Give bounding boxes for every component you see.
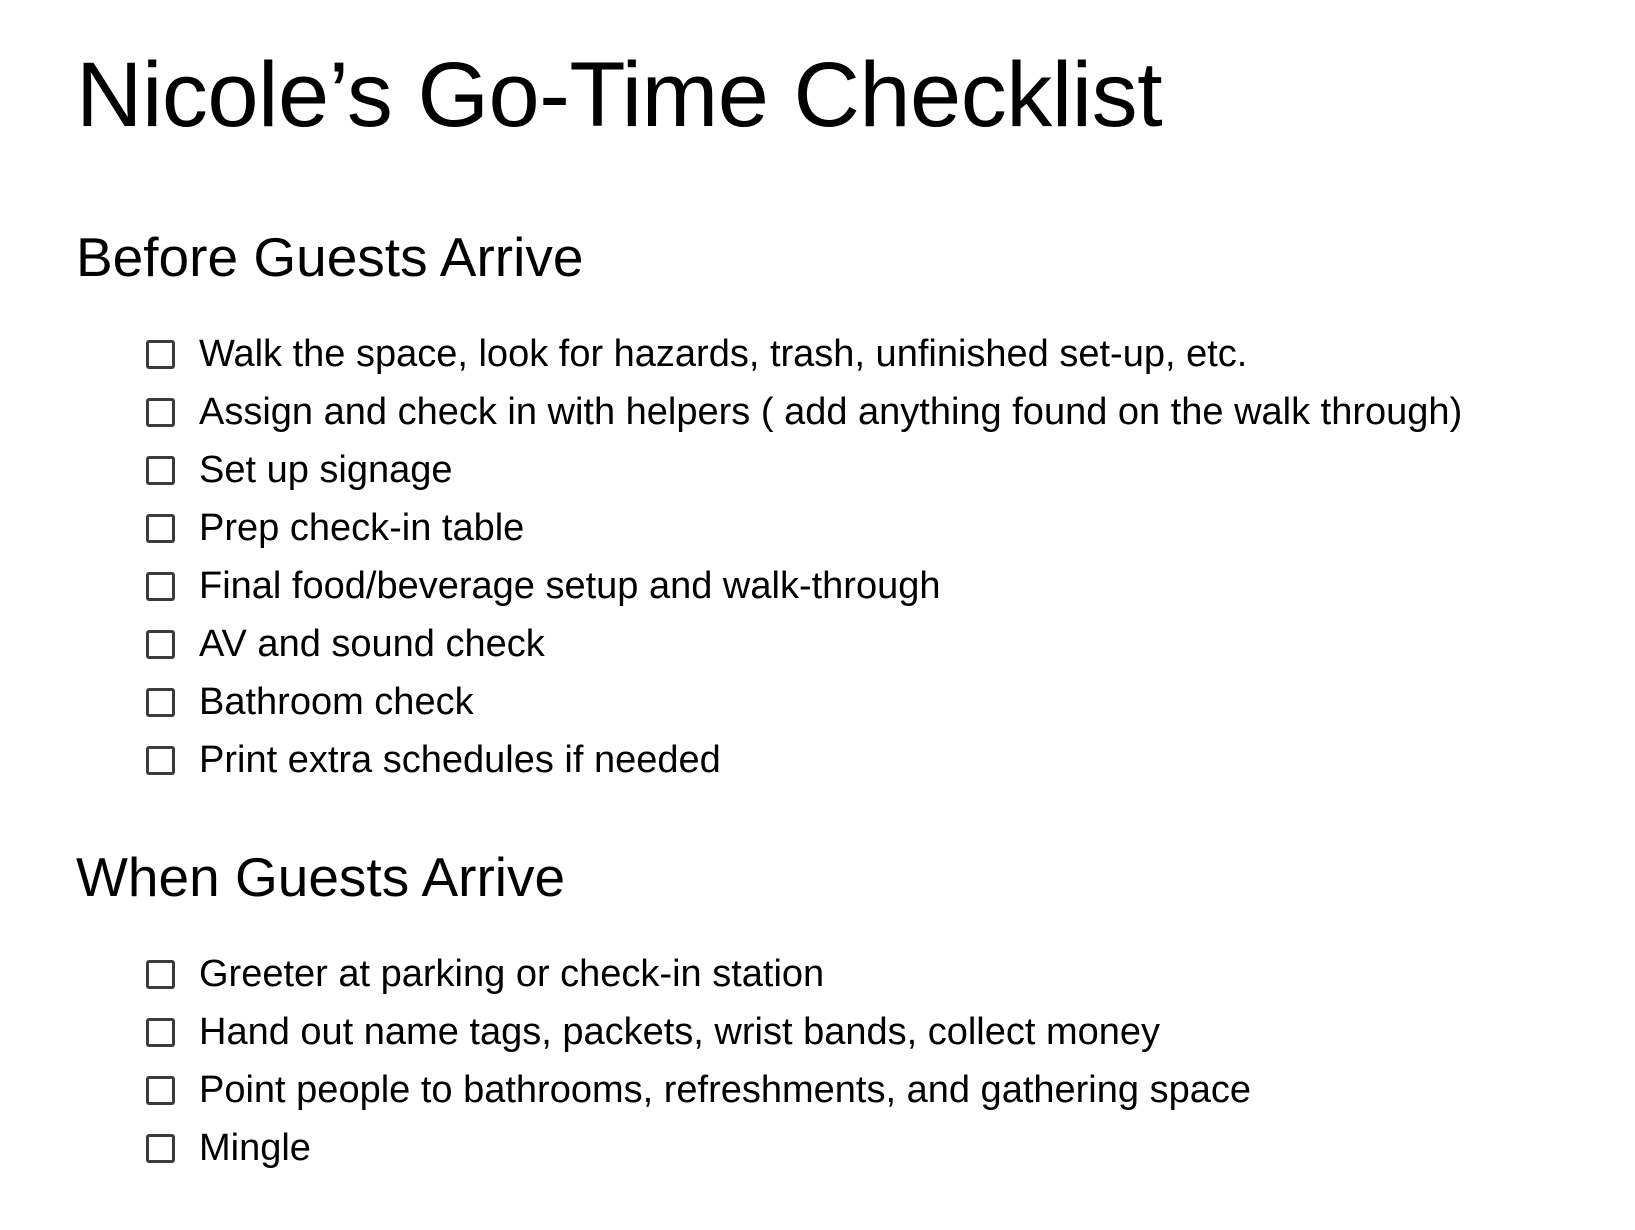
checklist-item[interactable]: [146, 1119, 1251, 1177]
checklist-item[interactable]: [146, 615, 1462, 673]
checkbox[interactable]: [146, 456, 175, 485]
checklist-item-label: Set up signage: [199, 449, 453, 491]
checklist-item[interactable]: [146, 441, 1462, 499]
checkbox[interactable]: [146, 688, 175, 717]
checklist-item-label: AV and sound check: [199, 623, 545, 665]
checkbox[interactable]: [146, 514, 175, 543]
checklist-item-label: Bathroom check: [199, 681, 474, 723]
checkbox[interactable]: [146, 572, 175, 601]
checkbox[interactable]: [146, 746, 175, 775]
checkbox[interactable]: [146, 340, 175, 369]
checkbox[interactable]: [146, 1018, 175, 1047]
checkbox[interactable]: [146, 960, 175, 989]
checklist-item-label: Mingle: [199, 1127, 311, 1169]
checklist-item-label: Point people to bathrooms, refreshments, and gathering space: [199, 1069, 1251, 1111]
checklist-item[interactable]: [146, 383, 1462, 441]
checklist-item[interactable]: [146, 1061, 1251, 1119]
checklist-item[interactable]: [146, 673, 1462, 731]
checklist-item-label: Print extra schedules if needed: [199, 739, 721, 781]
page-title: Nicole’s Go-Time Checklist: [76, 44, 1163, 146]
checkbox[interactable]: [146, 1134, 175, 1163]
checklist-item[interactable]: [146, 1003, 1251, 1061]
checklist-item-label: Final food/beverage setup and walk-through: [199, 565, 941, 607]
checklist-item-label: Prep check-in table: [199, 507, 525, 549]
checklist-item[interactable]: [146, 499, 1462, 557]
checklist-item[interactable]: [146, 557, 1462, 615]
checklist-before-guests-arrive: [146, 325, 1462, 789]
checklist-when-guests-arrive: [146, 945, 1251, 1177]
checklist-item[interactable]: [146, 325, 1462, 383]
checklist-item[interactable]: [146, 731, 1462, 789]
checkbox[interactable]: [146, 630, 175, 659]
checklist-item-label: Assign and check in with helpers ( add anything found on the walk through): [199, 391, 1463, 433]
section-heading-when-guests-arrive: When Guests Arrive: [76, 846, 566, 908]
checklist-item-label: Greeter at parking or check-in station: [199, 953, 825, 995]
checklist-item-label: Hand out name tags, packets, wrist bands, collect money: [199, 1011, 1161, 1053]
checklist-item[interactable]: [146, 945, 1251, 1003]
checkbox[interactable]: [146, 1076, 175, 1105]
section-heading-before-guests-arrive: Before Guests Arrive: [76, 226, 584, 288]
checklist-item-label: Walk the space, look for hazards, trash, unfinished set-up, etc.: [199, 333, 1248, 375]
checkbox[interactable]: [146, 398, 175, 427]
